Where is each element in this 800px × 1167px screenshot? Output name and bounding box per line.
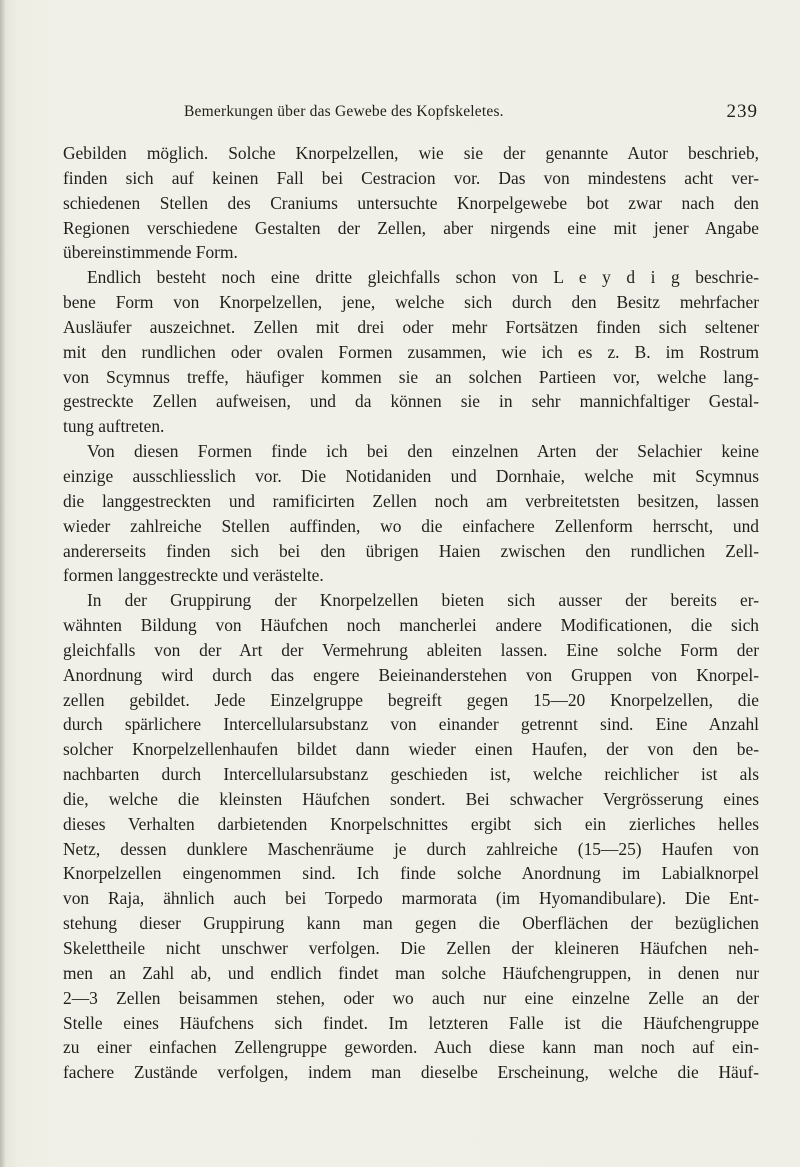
text-line: die, welche die kleinsten Häufchen sondert. Bei schwacher Vergrösserung eines: [63, 788, 759, 809]
text-line: zellen gebildet. Jede Einzelgruppe begreift gegen 15—20 Knorpelzellen, die: [63, 689, 759, 710]
text-line: Von diesen Formen finde ich bei den einzelnen Arten der Selachier keine: [87, 441, 759, 462]
text-line: Stelle eines Häufchens sich findet. Im letzteren Falle ist die Häufchengruppe: [63, 1012, 759, 1033]
text-line: einzige ausschliesslich vor. Die Notidaniden und Dornhaie, welche mit Scymnus: [63, 465, 759, 486]
text-line: men an Zahl ab, und endlich findet man solche Häufchengruppen, in denen nur: [63, 962, 759, 983]
text-line: tung auftreten.: [63, 416, 165, 437]
running-head: [60, 101, 758, 127]
text-line: solcher Knorpelzellenhaufen bildet dann wieder einen Haufen, der von den be-: [63, 739, 759, 760]
text-line: Netz, dessen dunklere Maschenräume je durch zahlreiche (15—25) Haufen von: [63, 838, 759, 859]
text-line: Gebilden möglich. Solche Knorpelzellen, wie sie der genannte Autor beschrieb,: [63, 143, 759, 163]
text-line: fachere Zustände verfolgen, indem man dieselbe Erscheinung, welche die Häuf-: [63, 1062, 759, 1083]
text-line: andererseits finden sich bei den übrigen Haien zwischen den rundlichen Zell-: [63, 540, 759, 561]
text-line: durch spärlichere Intercellularsubstanz von einander getrennt sind. Eine Anzahl: [63, 714, 759, 735]
spine-shadow: [0, 0, 6, 1167]
page-number: 239: [726, 101, 758, 122]
text-line: schiedenen Stellen des Craniums untersuchte Knorpelgewebe bot zwar nach den: [63, 192, 759, 213]
text-line: gestreckte Zellen aufweisen, und da können sie in sehr mannichfaltiger Gestal-: [63, 391, 759, 412]
text-line: formen langgestreckte und verästelte.: [63, 565, 324, 586]
text-line: stehung dieser Gruppirung kann man gegen die Oberflächen der bezüglichen: [63, 913, 759, 934]
text-line: wähnten Bildung von Häufchen noch mancherlei andere Modificationen, die sich: [63, 615, 759, 636]
text-line: gleichfalls von der Art der Vermehrung ableiten lassen. Eine solche Form der: [63, 639, 759, 660]
text-line: 2—3 Zellen beisammen stehen, oder wo auch nur eine einzelne Zelle an der: [63, 987, 759, 1008]
text-line: übereinstimmende Form.: [63, 242, 238, 263]
text-line: zu einer einfachen Zellengruppe geworden. Auch diese kann man noch auf ein-: [63, 1037, 759, 1058]
text-line: Anordnung wird durch das engere Beieinanderstehen von Gruppen von Knorpel-: [63, 664, 759, 685]
text-line: Ausläufer auszeichnet. Zellen mit drei oder mehr Fortsätzen finden sich seltener: [63, 316, 759, 337]
text-line: dieses Verhalten darbietenden Knorpelschnittes ergibt sich ein zierliches helles: [63, 813, 759, 834]
running-title: Bemerkungen über das Gewebe des Kopfskeletes.: [184, 103, 504, 120]
text-line: von Raja, ähnlich auch bei Torpedo marmorata (im Hyomandibulare). Die Ent-: [63, 888, 759, 909]
text-line: bene Form von Knorpelzellen, jene, welche sich durch den Besitz mehrfacher: [63, 292, 759, 313]
text-line: Skelettheile nicht unschwer verfolgen. Die Zellen der kleineren Häufchen neh-: [63, 938, 759, 958]
text-line: Knorpelzellen eingenommen sind. Ich finde solche Anordnung im Labialknorpel: [63, 863, 759, 884]
text-line: nachbarten durch Intercellularsubstanz geschieden ist, welche reichlicher ist als: [63, 764, 759, 785]
text-line: wieder zahlreiche Stellen auffinden, wo die einfachere Zellenform herrscht, und: [63, 515, 759, 536]
text-line: In der Gruppirung der Knorpelzellen bieten sich ausser der bereits er-: [87, 590, 759, 611]
text-line: Endlich besteht noch eine dritte gleichfalls schon von L e y d i g beschrie-: [87, 267, 759, 288]
text-line: die langgestreckten und ramificirten Zellen noch am verbreitetsten besitzen, lassen: [63, 490, 759, 511]
text-line: mit den rundlichen oder ovalen Formen zusammen, wie ich es z. B. im Rostrum: [63, 341, 759, 362]
text-line: Regionen verschiedene Gestalten der Zellen, aber nirgends eine mit jener Angabe: [63, 217, 759, 238]
text-line: von Scymnus treffe, häufiger kommen sie an solchen Partieen vor, welche lang-: [63, 366, 759, 387]
text-line: finden sich auf keinen Fall bei Cestracion vor. Das von mindestens acht ver-: [63, 167, 759, 188]
body-text: [63, 141, 759, 1085]
